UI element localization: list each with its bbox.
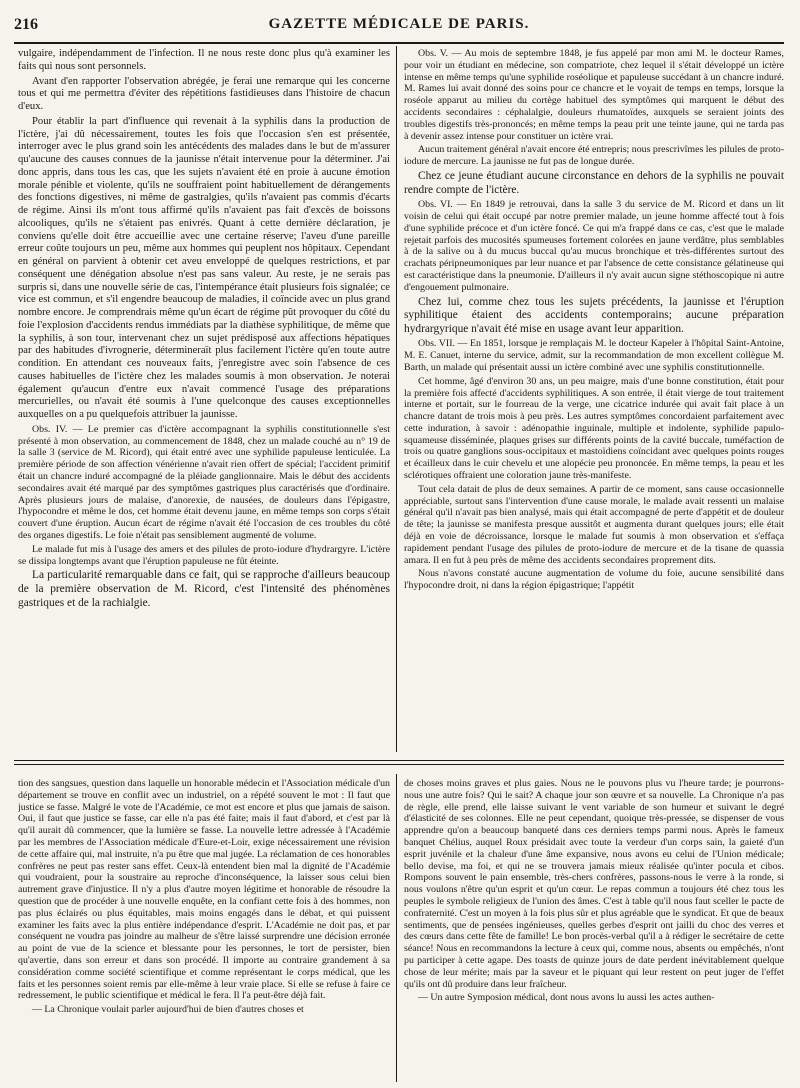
paragraph: de choses moins graves et plus gaies. Nous ne le pouvons plus vu l'heure tarde; je pourrons-nous une autre fois? Qui le sait? A chaque jour son œuvre et sa nouvelle. La Chronique n'a pas de règle, elle prend, elle laisse suivant le vent variable de son humeur et suivant le degré d'élasticité de ses colonnes. Elle ne peut cependant, quoique très-pressée, se dispenser de vous apprendre qu'on a beaucoup banqueté dans ces derniers temps parmi nous. Après le fameux banquet Chélius, auquel Roux présidait avec toute la verdeur d'un corps sain, la gaieté d'un esprit juvénile et la chaleur d'une âme expansive, nous avons eu celui de l'Union médicale; bello devise, ma foi, et qui ne se trouvera jamais mieux réalisée qu'inter pocula et cibos. Rompons souvent le pain ensemble, très-chers confrères, passons-nous le verre à la ronde, si nous voulons n'être qu'un esprit et qu'un cœur. Le repas commun a toujours été chez tous les peuples le symbole religieux de l'union des âmes. C'est à table qu'il nous faut sceller le pacte de confraternité. C'est un moyen à la fois plus sûr et plus agréable que le syndicat. Et que de beaux sentiments, que de pensées ingénieuses, quelles gerbes d'esprit ont jailli du choc des verres et des cœurs dans cette fête de famille! Le bon procès-verbal qu'il a à rédiger le secrétaire de cette séance! Nous en recommandons la lecture à ceux qui, comme nous, absents ou empêchés, n'ont pu participer à cette agape. Des toasts de quinze jours de date perdent inévitablement quelque chose de leur mérite; mais par la saveur et le piquant qui leur restent on peut juger de l'effet qu'ils ont dû produire dans leur fraîcheur.	[404, 778, 784, 990]
left-column	[18, 48, 390, 750]
paragraph: Aucun traitement général n'avait encore été entrepris; nous prescrivîmes les pilules de proto-iodure de mercure. La jaunisse ne fut pas de longue durée.	[404, 144, 784, 168]
feuilleton-right-column	[404, 778, 784, 1078]
header-rule	[14, 42, 784, 44]
column-divider	[396, 774, 397, 1082]
paragraph: Chez lui, comme chez tous les sujets précédents, la jaunisse et l'éruption syphilitique étaient des accidents contemporains; aucune préparation hydrargyrique n'avait été mise en usage avant leur apparition.	[404, 295, 784, 335]
paragraph: Pour établir la part d'influence qui revenait à la syphilis dans la production de l'ictère, j'ai dû nécessairement, toutes les fois que l'occasion s'en est présentée, interroger avec le plus grand soin les antécédents des malades dans le but de m'assurer qu'aucune des causes connues de la jaunisse n'était intervenue pour la déterminer. J'ai donc appris, dans tous les cas, que les sujets n'avaient été en proie à aucune émotion morale pénible et violente, qu'ils ne souffraient point habituellement de dérangements des fonctions digestives, ni même de gastralgies, qu'ils n'avaient pas commis d'écarts de régime. Ainsi ils m'ont tous affirmé qu'ils n'avaient pas fait d'excès de boissons alcooliques, qu'ils ne s'étaient pas enivrés. Quant à cette dernière déclaration, je conviens qu'elle doit être accueillie avec une certaine réserve; l'aveu d'une pareille erreur coûte toujours un peu, même aux hommes qui peuplent nos hôpitaux. Cependant en général on parvient à obtenir cet aveu enveloppé de quelques restrictions, et par conséquent une dénégation absolue n'est pas sans valeur. Au reste, je ne serais pas surpris si, dans une nouvelle série de cas, l'intempérance était plusieurs fois signalée; ce vice est commun, et s'il engendre beaucoup de maladies, il coïncide avec un plus grand nombre encore. Je comprendrais même qu'un écart de régime pût provoquer du côté du foie l'explosion d'accidents rendus immédiats par la diathèse syphilitique, de même que la syphilis, à son tour, intervenant chez un sujet prédisposé aux affections hépatiques par des habitudes d'ivrognerie, détermineraït plus facilement l'ictère qu'en toute autre condition. En attendant ces nouveaux faits, j'enregistre avec soin l'absence de ces causes habituelles de l'ictère chez les malades soumis à mon observation. Je noterai également qu'aucun d'entre eux n'avait commencé l'usage des préparations mercurielles, ou n'avait été soumis à l'une quelconque des causes exceptionnelles auxquelles on a pu quelquefois attribuer la jaunisse.	[18, 115, 390, 420]
feuilleton-left-column	[18, 778, 390, 1078]
column-divider	[396, 46, 397, 752]
section-rule	[14, 760, 784, 761]
section-rule	[14, 764, 784, 765]
paragraph: vulgaire, indépendamment de l'infection. Il ne nous reste donc plus qu'à examiner les faits qui nous sont personnels.	[18, 48, 390, 72]
observation-vii: Obs. VII. — En 1851, lorsque je remplaçais M. le docteur Kapeler à l'hôpital Saint-Antoine, M. E. Canuet, interne du service, admit, sur la recommandation de mon excellent collègue M. Barth, un malade qui présentait aussi un ictère combiné avec une syphilis constitutionnelle.	[404, 338, 784, 373]
paragraph: Nous n'avons constaté aucune augmentation de volume du foie, aucune sensibilité dans l'hypocondre droit, ni dans la région épigastrique; l'appétit	[404, 568, 784, 592]
paragraph: tion des sangsues, question dans laquelle un honorable médecin et l'Association médicale d'un département se trouve en conflit avec un industriel, on a répété souvent le mot : Il faut que justice se fasse. Malgré le vote de l'Académie, ce mot est encore et plus que jamais de saison. Oui, il faut que justice se fasse, car elle n'a pas été faite; mais il faut d'abord, et c'est par là qu'il aurait dû commencer, que la lumière se fasse. La nouvelle lettre adressée à l'Académie par les membres de l'Association médicale d'Eure-et-Loir, exige nécessairement une révision de cette affaire qui, mal instruite, n'a pu être que mal jugée. La réclamation de ces honorables confrères ne peut pas rester sans effet. Ceux-là entendent bien mal la dignité de l'Académie qui voudraient, pour la soustraire au reproche d'inconséquence, la laisser sous celui bien autrement grave d'injustice. Il n'y a plus d'autre moyen légitime et honorable de résoudre la question que de procéder à une nouvelle enquête, en la confiant cette fois à des hommes, non pas plus éclairés ou plus équitables, mais moins engagés dans le débat, et qui puissent examiner les faits avec la plus entière indépendance d'esprit. L'Académie ne doit pas, et par conséquent ne voudra pas joindre au malheur de s'être laissé surprendre une décision erronée au point de vue de la science et blessante pour les personnes, le tort de persister, bien qu'avertie, dans son erreur et dans son procédé. Il importe au contraire grandement à sa considération comme société scientifique et comme représentant le corps médical, que les faits et les personnes soient remis par elle-même à leur vraie place. Si elle se refuse à faire ce redressement, le public scientifique et médical le fera. Il l'a peut-être déjà fait.	[18, 778, 390, 1002]
paragraph: Tout cela datait de plus de deux semaines. A partir de ce moment, sans cause occasionnelle appréciable, surtout sans l'intervention d'une cause morale, le malade avait ressenti un malaise général qu'il n'avait pas bien analysé, mais qui était accompagné de perte d'appétit et de douleur de tête; la jaunisse se manifesta presque aussitôt et augmenta durant quelques jours; elle était déjà en voie de décroissance, lorsque le malade fut soumis à mon observation et s'effaça rapidement pendant l'usage des pilules de proto-iodure de mercure et de la tisane de quassia amara. Il en fut à peu près de même des accidents secondaires proprement dits.	[404, 483, 784, 566]
paragraph: Le malade fut mis à l'usage des amers et des pilules de proto-iodure d'hydrargyre. L'ictère se dissipa longtemps avant que l'éruption papuleuse ne fût éteinte.	[18, 543, 390, 567]
paragraph: Avant d'en rapporter l'observation abrégée, je ferai une remarque qui les concerne tous et qui me permettra d'éviter des répétitions fastidieuses dans l'histoire de chacun d'eux.	[18, 75, 390, 112]
paragraph: Cet homme, âgé d'environ 30 ans, un peu maigre, mais d'une bonne constitution, était pour la première fois affecté d'accidents syphilitiques. A son entrée, il était vierge de tout traitement interne et portait, sur le fourreau de la verge, une cicatrice indurée qui avait fait place à un chancre datant de trois mois à peu près. Les autres symptômes concordaient parfaitement avec cette induration, à savoir : adénopathie inguinale, multiple et indolente, syphilide papulo-squameuse disséminée, plaques grises sur différents points de la cavité buccale, tuméfaction de trois ou quatre ganglions sous-occipitaux et mastoïdiens coïncidant avec quelques points rouges et écailleux dans le cuir chevelu et une alopécie peu prononcée. En même temps, la peau et les sclérotiques offraient une coloration jaune très-manifeste.	[404, 375, 784, 482]
paragraph: — Un autre Symposion médical, dont nous avons lu aussi les actes authen-	[418, 992, 715, 1004]
observation-iv: Obs. IV. — Le premier cas d'ictère accompagnant la syphilis constitutionnelle s'est présenté à mon observation, au commencement de 1848, chez un malade couché au n° 19 de la salle 3 (service de M. Ricord), qui était entré avec une syphilide papuleuse lenticulée. La première période de son affection vénérienne n'avait rien offert de spécial; l'accident primitif était un chancre induré accompagné de la pléiade ganglionnaire. Mais le début des accidents secondaires avait été marqué par des symptômes gastriques plus caractérisés que d'ordinaire. Après plusieurs jours de malaise, d'anorexie, de nausées, de douleurs dans l'épigastre, l'hypocondre et même le dos, cet homme était devenu jaune, en même temps son corps s'était couvert d'une éruption. Aucun écart de régime n'avait été l'occasion de ces troubles du côté des organes digestifs. Le foie n'était pas sensiblement augmenté de volume.	[18, 423, 390, 541]
page-header	[14, 14, 784, 40]
observation-v: Obs. V. — Au mois de septembre 1848, je fus appelé par mon ami M. le docteur Rames, pour voir un étudiant en médecine, son compatriote, chez lequel il s'était développé un ictère intense en même temps qu'une syphilide roséolique et papuleuse succédant à un chancre induré. M. Rames lui avait donné des soins pour ce chancre et le voyait de temps en temps, lorsque la roséole apparut au milieu du cortège habituel des symptômes qui marquent le début des accidents secondaires : céphalalgie, douleurs rhumatoïdes, auxquels se seraient joints des troubles digestifs très-prononcés; en même temps la peau prit une teinte jaune, qui ne tarda pas à devenir assez intense pour constituer un ictère vrai.	[404, 48, 784, 142]
paragraph: Chez ce jeune étudiant aucune circonstance en dehors de la syphilis ne pouvait rendre compte de l'ictère.	[404, 169, 784, 196]
running-title: GAZETTE MÉDICALE DE PARIS.	[268, 16, 530, 32]
page-number: 216	[14, 16, 38, 33]
paragraph: La particularité remarquable dans ce fait, qui se rapproche d'ailleurs beaucoup de la première observation de M. Ricord, c'est l'intensité des phénomènes gastriques et de la rachialgie.	[18, 569, 390, 609]
paragraph: — La Chronique voulait parler aujourd'hui de bien d'autres choses et	[32, 1004, 304, 1016]
observation-vi: Obs. VI. — En 1849 je retrouvai, dans la salle 3 du service de M. Ricord et dans un lit voisin de celui qui était occupé par notre premier malade, un jeune homme affecté tout à fois d'une syphilide précoce et d'un ictère foncé. Ce qui m'a frappé dans ce cas, c'est que le malade rejetait parfois des mucosités spumeuses fortement colorées en jaune verdâtre, plus semblables à de la salive ou à du mucus buccal qu'au mucus bronchique et très-différentes surtout des crachats péripneumoniques par leur nuance et par l'absence de cette consistance gélatineuse qui est caractéristique dans la pneumonie. D'ailleurs il n'y avait aucun signe stéthoscopique ni autre d'engouement pulmonaire.	[404, 199, 784, 293]
right-column	[404, 48, 784, 750]
